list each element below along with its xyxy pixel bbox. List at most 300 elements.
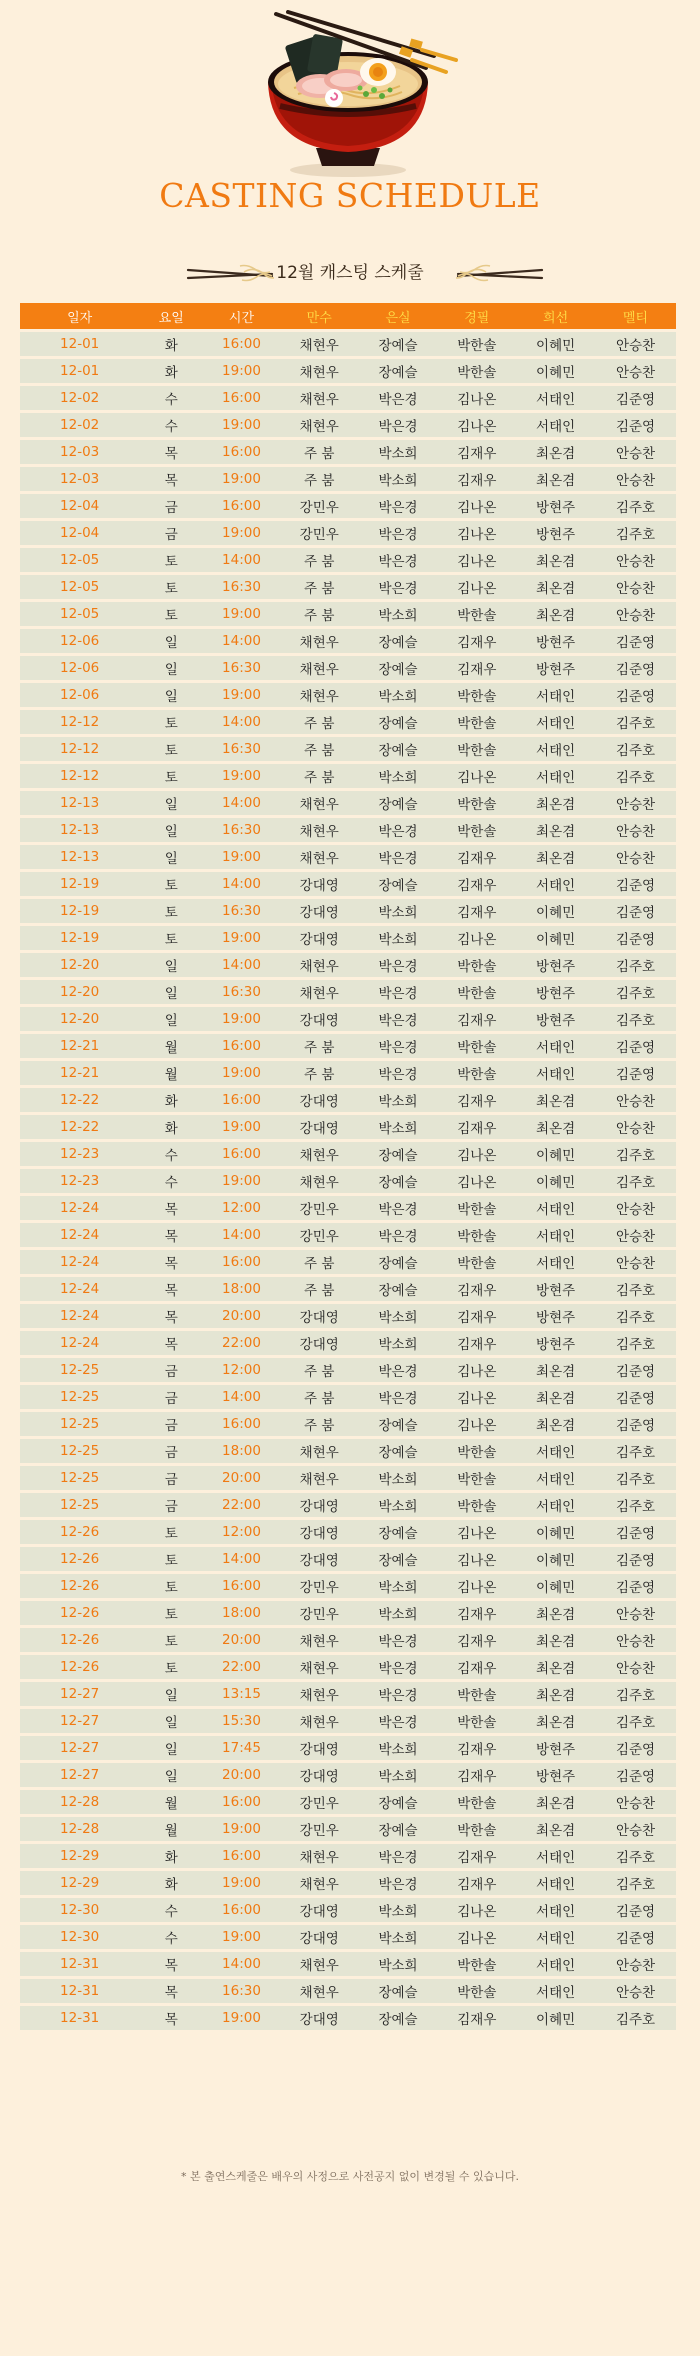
- eunsil-cell: 박소희: [359, 1331, 438, 1355]
- eunsil-cell: 박은경: [359, 953, 438, 977]
- mansu-cell: 주 붐: [280, 737, 359, 761]
- date-cell: 12-26: [20, 1601, 139, 1625]
- heeseon-cell: 이혜민: [516, 1142, 595, 1166]
- melti-cell: 김주호: [595, 521, 676, 545]
- date-cell: 12-02: [20, 413, 139, 437]
- table-row: [20, 1439, 676, 1463]
- chopsticks-icon: [456, 260, 544, 290]
- day-cell: 목: [139, 1277, 203, 1301]
- gyeongpil-cell: 김나온: [437, 764, 516, 788]
- date-cell: 12-29: [20, 1844, 139, 1868]
- melti-cell: 안승찬: [595, 1952, 676, 1976]
- heeseon-cell: 이혜민: [516, 1547, 595, 1571]
- table-row: [20, 1007, 676, 1031]
- eunsil-cell: 박소희: [359, 1925, 438, 1949]
- eunsil-cell: 장예슬: [359, 791, 438, 815]
- eunsil-cell: 박소희: [359, 440, 438, 464]
- table-row: [20, 1061, 676, 1085]
- time-cell: 16:30: [203, 737, 280, 761]
- heeseon-cell: 최온겸: [516, 467, 595, 491]
- eunsil-cell: 박소희: [359, 1952, 438, 1976]
- date-cell: 12-27: [20, 1682, 139, 1706]
- heeseon-cell: 최온겸: [516, 575, 595, 599]
- eunsil-cell: 장예슬: [359, 1142, 438, 1166]
- date-cell: 12-24: [20, 1250, 139, 1274]
- table-row: [20, 764, 676, 788]
- day-cell: 일: [139, 791, 203, 815]
- mansu-cell: 주 붐: [280, 548, 359, 572]
- eunsil-cell: 박소희: [359, 602, 438, 626]
- mansu-cell: 주 붐: [280, 467, 359, 491]
- melti-cell: 안승찬: [595, 818, 676, 842]
- day-cell: 토: [139, 764, 203, 788]
- heeseon-cell: 이혜민: [516, 1520, 595, 1544]
- eunsil-cell: 박은경: [359, 413, 438, 437]
- day-cell: 금: [139, 1439, 203, 1463]
- time-cell: 19:00: [203, 602, 280, 626]
- melti-cell: 김주호: [595, 1439, 676, 1463]
- table-row: [20, 737, 676, 761]
- heeseon-cell: 방현주: [516, 1331, 595, 1355]
- mansu-cell: 강대영: [280, 1925, 359, 1949]
- eunsil-cell: 박은경: [359, 1844, 438, 1868]
- heeseon-cell: 최온겸: [516, 602, 595, 626]
- melti-cell: 김주호: [595, 1871, 676, 1895]
- gyeongpil-cell: 김재우: [437, 1763, 516, 1787]
- mansu-cell: 주 붐: [280, 1385, 359, 1409]
- heeseon-cell: 최온겸: [516, 1709, 595, 1733]
- day-cell: 토: [139, 1520, 203, 1544]
- day-cell: 금: [139, 521, 203, 545]
- heeseon-cell: 이혜민: [516, 332, 595, 356]
- heeseon-cell: 방현주: [516, 629, 595, 653]
- mansu-cell: 주 붐: [280, 440, 359, 464]
- gyeongpil-cell: 김나온: [437, 575, 516, 599]
- table-row: [20, 1277, 676, 1301]
- eunsil-cell: 장예슬: [359, 1520, 438, 1544]
- eunsil-cell: 장예슬: [359, 2006, 438, 2030]
- melti-cell: 안승찬: [595, 467, 676, 491]
- eunsil-cell: 박은경: [359, 494, 438, 518]
- time-cell: 12:00: [203, 1520, 280, 1544]
- date-cell: 12-31: [20, 2006, 139, 2030]
- day-cell: 토: [139, 1547, 203, 1571]
- gyeongpil-cell: 김재우: [437, 899, 516, 923]
- table-row: [20, 467, 676, 491]
- eunsil-cell: 박은경: [359, 980, 438, 1004]
- date-cell: 12-04: [20, 521, 139, 545]
- day-cell: 목: [139, 1223, 203, 1247]
- gyeongpil-cell: 김나온: [437, 1898, 516, 1922]
- gyeongpil-cell: 박한솔: [437, 1682, 516, 1706]
- gyeongpil-cell: 박한솔: [437, 1817, 516, 1841]
- mansu-cell: 채현우: [280, 1628, 359, 1652]
- heeseon-cell: 서태인: [516, 1979, 595, 2003]
- mansu-cell: 채현우: [280, 1142, 359, 1166]
- date-cell: 12-03: [20, 440, 139, 464]
- gyeongpil-cell: 박한솔: [437, 1196, 516, 1220]
- eunsil-cell: 박은경: [359, 845, 438, 869]
- gyeongpil-cell: 김나온: [437, 413, 516, 437]
- hero-banner: [0, 0, 700, 240]
- mansu-cell: 강민우: [280, 494, 359, 518]
- date-cell: 12-23: [20, 1142, 139, 1166]
- gyeongpil-cell: 김나온: [437, 1169, 516, 1193]
- time-cell: 18:00: [203, 1601, 280, 1625]
- heeseon-cell: 서태인: [516, 413, 595, 437]
- day-cell: 토: [139, 872, 203, 896]
- mansu-cell: 강대영: [280, 1898, 359, 1922]
- time-cell: 14:00: [203, 1952, 280, 1976]
- melti-cell: 김준영: [595, 872, 676, 896]
- gyeongpil-cell: 박한솔: [437, 602, 516, 626]
- mansu-cell: 강대영: [280, 1331, 359, 1355]
- melti-cell: 안승찬: [595, 1250, 676, 1274]
- table-row: [20, 1547, 676, 1571]
- date-cell: 12-27: [20, 1736, 139, 1760]
- eunsil-cell: 박소희: [359, 1088, 438, 1112]
- eunsil-cell: 박은경: [359, 818, 438, 842]
- melti-cell: 안승찬: [595, 1655, 676, 1679]
- column-header-role-melti: 멜티: [595, 303, 676, 329]
- melti-cell: 안승찬: [595, 548, 676, 572]
- day-cell: 화: [139, 332, 203, 356]
- gyeongpil-cell: 박한솔: [437, 1061, 516, 1085]
- melti-cell: 김준영: [595, 1736, 676, 1760]
- table-row: [20, 548, 676, 572]
- melti-cell: 김준영: [595, 1358, 676, 1382]
- melti-cell: 김준영: [595, 1520, 676, 1544]
- heeseon-cell: 방현주: [516, 1763, 595, 1787]
- eunsil-cell: 장예슬: [359, 737, 438, 761]
- mansu-cell: 강민우: [280, 1790, 359, 1814]
- melti-cell: 안승찬: [595, 1115, 676, 1139]
- day-cell: 금: [139, 1466, 203, 1490]
- time-cell: 20:00: [203, 1763, 280, 1787]
- melti-cell: 김준영: [595, 1763, 676, 1787]
- column-header-role-eunsil: 은실: [359, 303, 438, 329]
- heeseon-cell: 서태인: [516, 1871, 595, 1895]
- melti-cell: 김주호: [595, 953, 676, 977]
- eunsil-cell: 박소희: [359, 899, 438, 923]
- table-row: [20, 1331, 676, 1355]
- eunsil-cell: 장예슬: [359, 1277, 438, 1301]
- table-row: [20, 1358, 676, 1382]
- time-cell: 19:00: [203, 413, 280, 437]
- table-row: [20, 899, 676, 923]
- melti-cell: 김주호: [595, 1007, 676, 1031]
- gyeongpil-cell: 박한솔: [437, 1223, 516, 1247]
- eunsil-cell: 장예슬: [359, 1979, 438, 2003]
- day-cell: 수: [139, 1142, 203, 1166]
- melti-cell: 김주호: [595, 494, 676, 518]
- time-cell: 22:00: [203, 1493, 280, 1517]
- date-cell: 12-12: [20, 737, 139, 761]
- day-cell: 금: [139, 1412, 203, 1436]
- date-cell: 12-25: [20, 1385, 139, 1409]
- melti-cell: 김주호: [595, 1493, 676, 1517]
- day-cell: 목: [139, 1250, 203, 1274]
- eunsil-cell: 박은경: [359, 1709, 438, 1733]
- time-cell: 19:00: [203, 845, 280, 869]
- melti-cell: 안승찬: [595, 1979, 676, 2003]
- heeseon-cell: 최온겸: [516, 1655, 595, 1679]
- subtitle-row: [0, 256, 700, 290]
- mansu-cell: 강민우: [280, 1574, 359, 1598]
- mansu-cell: 강대영: [280, 1520, 359, 1544]
- time-cell: 14:00: [203, 872, 280, 896]
- gyeongpil-cell: 김재우: [437, 1736, 516, 1760]
- mansu-cell: 강민우: [280, 1196, 359, 1220]
- eunsil-cell: 박소희: [359, 1574, 438, 1598]
- date-cell: 12-30: [20, 1898, 139, 1922]
- eunsil-cell: 박은경: [359, 575, 438, 599]
- mansu-cell: 강대영: [280, 2006, 359, 2030]
- day-cell: 토: [139, 548, 203, 572]
- time-cell: 22:00: [203, 1655, 280, 1679]
- date-cell: 12-20: [20, 980, 139, 1004]
- heeseon-cell: 서태인: [516, 1898, 595, 1922]
- heeseon-cell: 서태인: [516, 1439, 595, 1463]
- mansu-cell: 채현우: [280, 1439, 359, 1463]
- eunsil-cell: 박소희: [359, 1115, 438, 1139]
- date-cell: 12-19: [20, 872, 139, 896]
- mansu-cell: 채현우: [280, 1169, 359, 1193]
- table-row: [20, 980, 676, 1004]
- day-cell: 목: [139, 1331, 203, 1355]
- heeseon-cell: 최온겸: [516, 1115, 595, 1139]
- column-header-time: 시간: [203, 303, 280, 329]
- day-cell: 토: [139, 1655, 203, 1679]
- date-cell: 12-27: [20, 1763, 139, 1787]
- gyeongpil-cell: 김재우: [437, 872, 516, 896]
- gyeongpil-cell: 김재우: [437, 467, 516, 491]
- gyeongpil-cell: 김재우: [437, 1844, 516, 1868]
- heeseon-cell: 서태인: [516, 1952, 595, 1976]
- date-cell: 12-13: [20, 791, 139, 815]
- heeseon-cell: 최온겸: [516, 1412, 595, 1436]
- eunsil-cell: 박은경: [359, 1628, 438, 1652]
- heeseon-cell: 방현주: [516, 1304, 595, 1328]
- date-cell: 12-21: [20, 1034, 139, 1058]
- date-cell: 12-21: [20, 1061, 139, 1085]
- mansu-cell: 강민우: [280, 1817, 359, 1841]
- gyeongpil-cell: 김재우: [437, 1115, 516, 1139]
- eunsil-cell: 박소희: [359, 683, 438, 707]
- day-cell: 월: [139, 1817, 203, 1841]
- melti-cell: 안승찬: [595, 1817, 676, 1841]
- gyeongpil-cell: 김나온: [437, 1574, 516, 1598]
- table-row: [20, 1682, 676, 1706]
- date-cell: 12-24: [20, 1331, 139, 1355]
- melti-cell: 김주호: [595, 1844, 676, 1868]
- time-cell: 16:00: [203, 1844, 280, 1868]
- time-cell: 12:00: [203, 1196, 280, 1220]
- table-row: [20, 1142, 676, 1166]
- mansu-cell: 채현우: [280, 845, 359, 869]
- heeseon-cell: 서태인: [516, 737, 595, 761]
- eunsil-cell: 장예슬: [359, 1412, 438, 1436]
- eunsil-cell: 장예슬: [359, 872, 438, 896]
- time-cell: 19:00: [203, 683, 280, 707]
- heeseon-cell: 최온겸: [516, 791, 595, 815]
- heeseon-cell: 최온겸: [516, 1817, 595, 1841]
- table-row: [20, 953, 676, 977]
- eunsil-cell: 장예슬: [359, 710, 438, 734]
- time-cell: 16:00: [203, 1250, 280, 1274]
- heeseon-cell: 이혜민: [516, 2006, 595, 2030]
- gyeongpil-cell: 박한솔: [437, 818, 516, 842]
- mansu-cell: 강대영: [280, 1304, 359, 1328]
- heeseon-cell: 최온겸: [516, 818, 595, 842]
- mansu-cell: 강대영: [280, 1493, 359, 1517]
- table-body: [20, 332, 676, 2030]
- table-row: [20, 413, 676, 437]
- day-cell: 화: [139, 1871, 203, 1895]
- table-row: [20, 494, 676, 518]
- time-cell: 22:00: [203, 1331, 280, 1355]
- eunsil-cell: 박은경: [359, 386, 438, 410]
- date-cell: 12-04: [20, 494, 139, 518]
- time-cell: 19:00: [203, 926, 280, 950]
- heeseon-cell: 이혜민: [516, 899, 595, 923]
- gyeongpil-cell: 김나온: [437, 548, 516, 572]
- gyeongpil-cell: 박한솔: [437, 1250, 516, 1274]
- melti-cell: 안승찬: [595, 1601, 676, 1625]
- time-cell: 16:00: [203, 386, 280, 410]
- table-row: [20, 1223, 676, 1247]
- eunsil-cell: 박은경: [359, 1034, 438, 1058]
- ramen-bowl-icon: [250, 10, 470, 180]
- time-cell: 16:30: [203, 1979, 280, 2003]
- heeseon-cell: 이혜민: [516, 926, 595, 950]
- mansu-cell: 채현우: [280, 656, 359, 680]
- heeseon-cell: 이혜민: [516, 1574, 595, 1598]
- time-cell: 19:00: [203, 764, 280, 788]
- mansu-cell: 강대영: [280, 899, 359, 923]
- gyeongpil-cell: 김재우: [437, 1655, 516, 1679]
- time-cell: 19:00: [203, 1817, 280, 1841]
- date-cell: 12-19: [20, 926, 139, 950]
- heeseon-cell: 최온겸: [516, 1358, 595, 1382]
- time-cell: 14:00: [203, 1547, 280, 1571]
- table-row: [20, 1304, 676, 1328]
- date-cell: 12-25: [20, 1493, 139, 1517]
- melti-cell: 김준영: [595, 1412, 676, 1436]
- table-row: [20, 1493, 676, 1517]
- mansu-cell: 채현우: [280, 1952, 359, 1976]
- mansu-cell: 주 붐: [280, 602, 359, 626]
- mansu-cell: 채현우: [280, 791, 359, 815]
- column-header-day: 요일: [139, 303, 203, 329]
- mansu-cell: 강민우: [280, 1223, 359, 1247]
- day-cell: 목: [139, 467, 203, 491]
- time-cell: 14:00: [203, 953, 280, 977]
- day-cell: 월: [139, 1034, 203, 1058]
- heeseon-cell: 최온겸: [516, 1601, 595, 1625]
- eunsil-cell: 박은경: [359, 521, 438, 545]
- melti-cell: 김주호: [595, 1682, 676, 1706]
- day-cell: 일: [139, 1007, 203, 1031]
- table-row: [20, 1952, 676, 1976]
- time-cell: 14:00: [203, 1385, 280, 1409]
- time-cell: 16:00: [203, 1088, 280, 1112]
- day-cell: 수: [139, 1898, 203, 1922]
- melti-cell: 안승찬: [595, 1223, 676, 1247]
- table-row: [20, 1385, 676, 1409]
- melti-cell: 김주호: [595, 1304, 676, 1328]
- heeseon-cell: 이혜민: [516, 1169, 595, 1193]
- eunsil-cell: 장예슬: [359, 1817, 438, 1841]
- date-cell: 12-24: [20, 1196, 139, 1220]
- mansu-cell: 채현우: [280, 386, 359, 410]
- mansu-cell: 주 붐: [280, 1034, 359, 1058]
- heeseon-cell: 서태인: [516, 1250, 595, 1274]
- day-cell: 일: [139, 1709, 203, 1733]
- day-cell: 토: [139, 1574, 203, 1598]
- table-row: [20, 1169, 676, 1193]
- melti-cell: 김준영: [595, 1034, 676, 1058]
- time-cell: 16:30: [203, 818, 280, 842]
- date-cell: 12-31: [20, 1952, 139, 1976]
- time-cell: 12:00: [203, 1358, 280, 1382]
- gyeongpil-cell: 김나온: [437, 1412, 516, 1436]
- mansu-cell: 주 붐: [280, 1277, 359, 1301]
- heeseon-cell: 이혜민: [516, 359, 595, 383]
- table-row: [20, 1088, 676, 1112]
- heeseon-cell: 서태인: [516, 710, 595, 734]
- time-cell: 14:00: [203, 548, 280, 572]
- mansu-cell: 주 붐: [280, 764, 359, 788]
- mansu-cell: 채현우: [280, 1709, 359, 1733]
- time-cell: 16:30: [203, 980, 280, 1004]
- time-cell: 14:00: [203, 1223, 280, 1247]
- heeseon-cell: 방현주: [516, 980, 595, 1004]
- heeseon-cell: 최온겸: [516, 1088, 595, 1112]
- day-cell: 수: [139, 1169, 203, 1193]
- time-cell: 14:00: [203, 629, 280, 653]
- date-cell: 12-05: [20, 602, 139, 626]
- heeseon-cell: 방현주: [516, 656, 595, 680]
- gyeongpil-cell: 박한솔: [437, 1709, 516, 1733]
- melti-cell: 김주호: [595, 1709, 676, 1733]
- table-row: [20, 791, 676, 815]
- date-cell: 12-24: [20, 1277, 139, 1301]
- gyeongpil-cell: 김재우: [437, 2006, 516, 2030]
- date-cell: 12-25: [20, 1439, 139, 1463]
- date-cell: 12-26: [20, 1628, 139, 1652]
- heeseon-cell: 서태인: [516, 1466, 595, 1490]
- table-row: [20, 1844, 676, 1868]
- time-cell: 20:00: [203, 1466, 280, 1490]
- date-cell: 12-25: [20, 1466, 139, 1490]
- column-header-role-gyeongpil: 경필: [437, 303, 516, 329]
- time-cell: 16:00: [203, 1034, 280, 1058]
- table-row: [20, 1709, 676, 1733]
- gyeongpil-cell: 박한솔: [437, 1790, 516, 1814]
- eunsil-cell: 박은경: [359, 1655, 438, 1679]
- table-row: [20, 575, 676, 599]
- date-cell: 12-22: [20, 1088, 139, 1112]
- melti-cell: 김준영: [595, 926, 676, 950]
- mansu-cell: 채현우: [280, 818, 359, 842]
- time-cell: 19:00: [203, 1925, 280, 1949]
- date-cell: 12-30: [20, 1925, 139, 1949]
- gyeongpil-cell: 김재우: [437, 1304, 516, 1328]
- heeseon-cell: 최온겸: [516, 548, 595, 572]
- table-row: [20, 1898, 676, 1922]
- table-row: [20, 1925, 676, 1949]
